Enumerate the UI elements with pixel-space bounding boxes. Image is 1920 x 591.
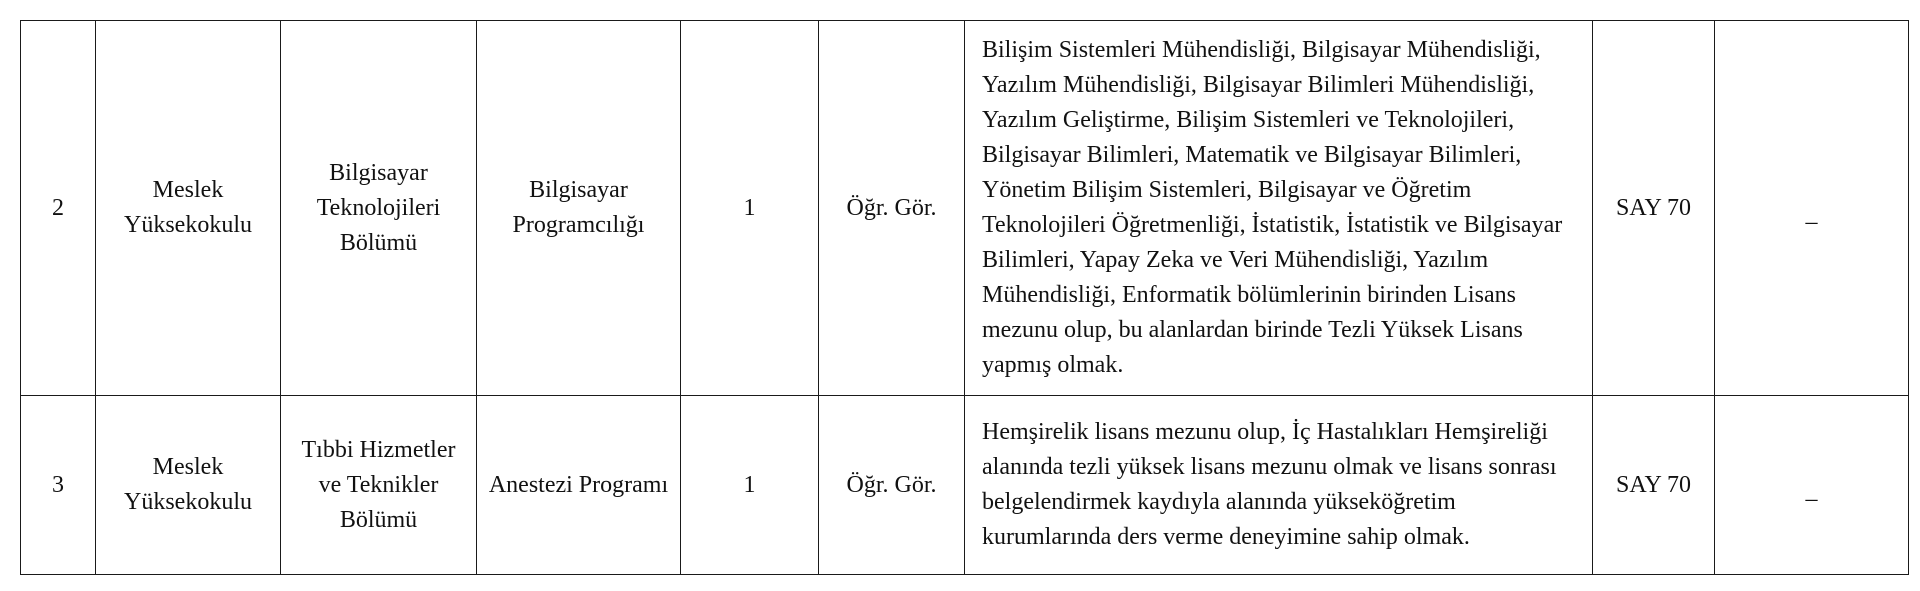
table-row (21, 21, 1909, 396)
row-number-cell: 2 (21, 21, 96, 396)
position-count-cell: 1 (681, 396, 819, 575)
extra-condition-text: – (1805, 485, 1818, 512)
department-cell: Bilgisayar Teknolojileri Bölümü (281, 21, 477, 396)
document-page (20, 20, 1909, 575)
exam-score-cell: SAY 70 (1593, 396, 1715, 575)
requirements-cell: Hemşirelik lisans mezunu olup, İç Hastalıkları Hemşireliği alanında tezli yüksek lisans mezunu olmak ve lisans sonrası belgelendirmek kaydıyla alanında yükseköğretim kurumlarında ders verme deneyimine sahip olmak. (965, 396, 1593, 575)
program-cell: Bilgisayar Programcılığı (477, 21, 681, 396)
unit-cell: Meslek Yüksekokulu (96, 396, 281, 575)
exam-score-cell: SAY 70 (1593, 21, 1715, 396)
department-cell: Tıbbi Hizmetler ve Teknikler Bölümü (281, 396, 477, 575)
extra-condition-cell (1715, 396, 1909, 575)
extra-condition-text: – (1805, 208, 1818, 235)
title-cell: Öğr. Gör. (819, 21, 965, 396)
position-count-cell: 1 (681, 21, 819, 396)
program-cell: Anestezi Programı (477, 396, 681, 575)
row-number-cell: 3 (21, 396, 96, 575)
unit-cell: Meslek Yüksekokulu (96, 21, 281, 396)
extra-condition-cell (1715, 21, 1909, 396)
title-cell: Öğr. Gör. (819, 396, 965, 575)
table-row (21, 396, 1909, 575)
requirements-cell: Bilişim Sistemleri Mühendisliği, Bilgisayar Mühendisliği, Yazılım Mühendisliği, Bilgisayar Bilimleri Mühendisliği, Yazılım Geliştirme, Bilişim Sistemleri ve Teknolojileri, Bilgisayar Bilimleri, Matematik ve Bilgisayar Bilimleri, Yönetim Bilişim Sistemleri, Bilgisayar ve Öğretim Teknolojileri Öğretmenliği, İstatistik, İstatistik ve Bilgisayar Bilimleri, Yapay Zeka ve Veri Mühendisliği, Yazılım Mühendisliği, Enformatik bölümlerinin birinden Lisans mezunu olup, bu alanlardan birinde Tezli Yüksek Lisans yapmış olmak. (965, 21, 1593, 396)
staff-posting-table (20, 20, 1909, 575)
